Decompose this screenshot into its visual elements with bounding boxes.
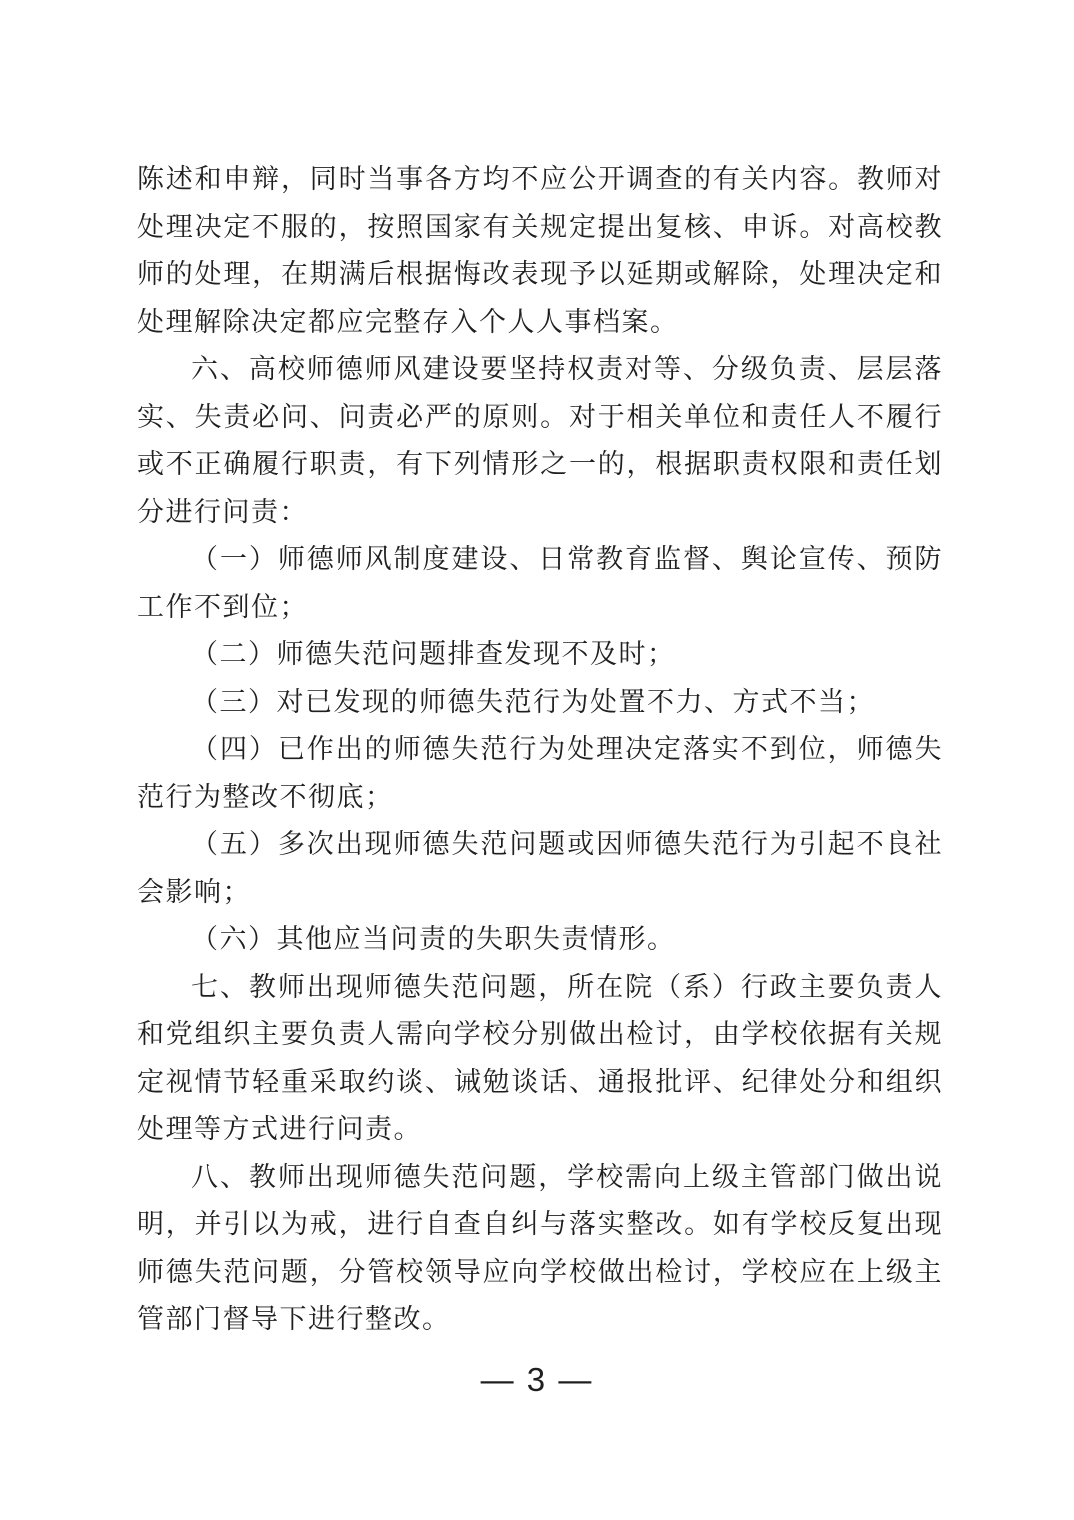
page-footer (0, 1358, 1074, 1402)
paragraph-item-6-3: （三）对已发现的师德失范行为处置不力、方式不当； (191, 686, 875, 717)
paragraph-item-8: 八、教师出现师德失范问题，学校需向上级主管部门做出说明，并引以为戒，进行自查自纠与落实整改。如有学校反复出现师德失范问题，分管校领导应向学校做出检讨，学校应在上级主管部门督导下进行整改。 (137, 1161, 943, 1334)
paragraph-continuation: 陈述和申辩，同时当事各方均不应公开调查的有关内容。教师对处理决定不服的，按照国家有关规定提出复核、申诉。对高校教师的处理，在期满后根据悔改表现予以延期或解除，处理决定和处理解除决定都应完整存入个人人事档案。 (137, 164, 943, 337)
paragraph-item-6: 六、高校师德师风建设要坚持权责对等、分级负责、层层落实、失责必问、问责必严的原则。对于相关单位和责任人不履行或不正确履行职责，有下列情形之一的，根据职责权限和责任划分进行问责： (137, 354, 943, 527)
document-body (137, 156, 943, 1344)
paragraph-item-6-5: （五）多次出现师德失范问题或因师德失范行为引起不良社会影响； (137, 829, 943, 907)
paragraph-item-6-6: （六）其他应当问责的失职失责情形。 (191, 924, 676, 954)
page-number: — 3 — (480, 1361, 594, 1398)
paragraph-item-6-2: （二）师德失范问题排查发现不及时； (191, 639, 676, 669)
paragraph-item-7: 七、教师出现师德失范问题，所在院（系）行政主要负责人和党组织主要负责人需向学校分别做出检讨，由学校依据有关规定视情节轻重采取约谈、诫勉谈话、通报批评、纪律处分和组织处理等方式进行问责。 (137, 971, 943, 1144)
paragraph-item-6-1: （一）师德师风制度建设、日常教育监督、舆论宣传、预防工作不到位； (137, 544, 943, 622)
paragraph-item-6-4: （四）已作出的师德失范行为处理决定落实不到位，师德失范行为整改不彻底； (137, 734, 943, 812)
